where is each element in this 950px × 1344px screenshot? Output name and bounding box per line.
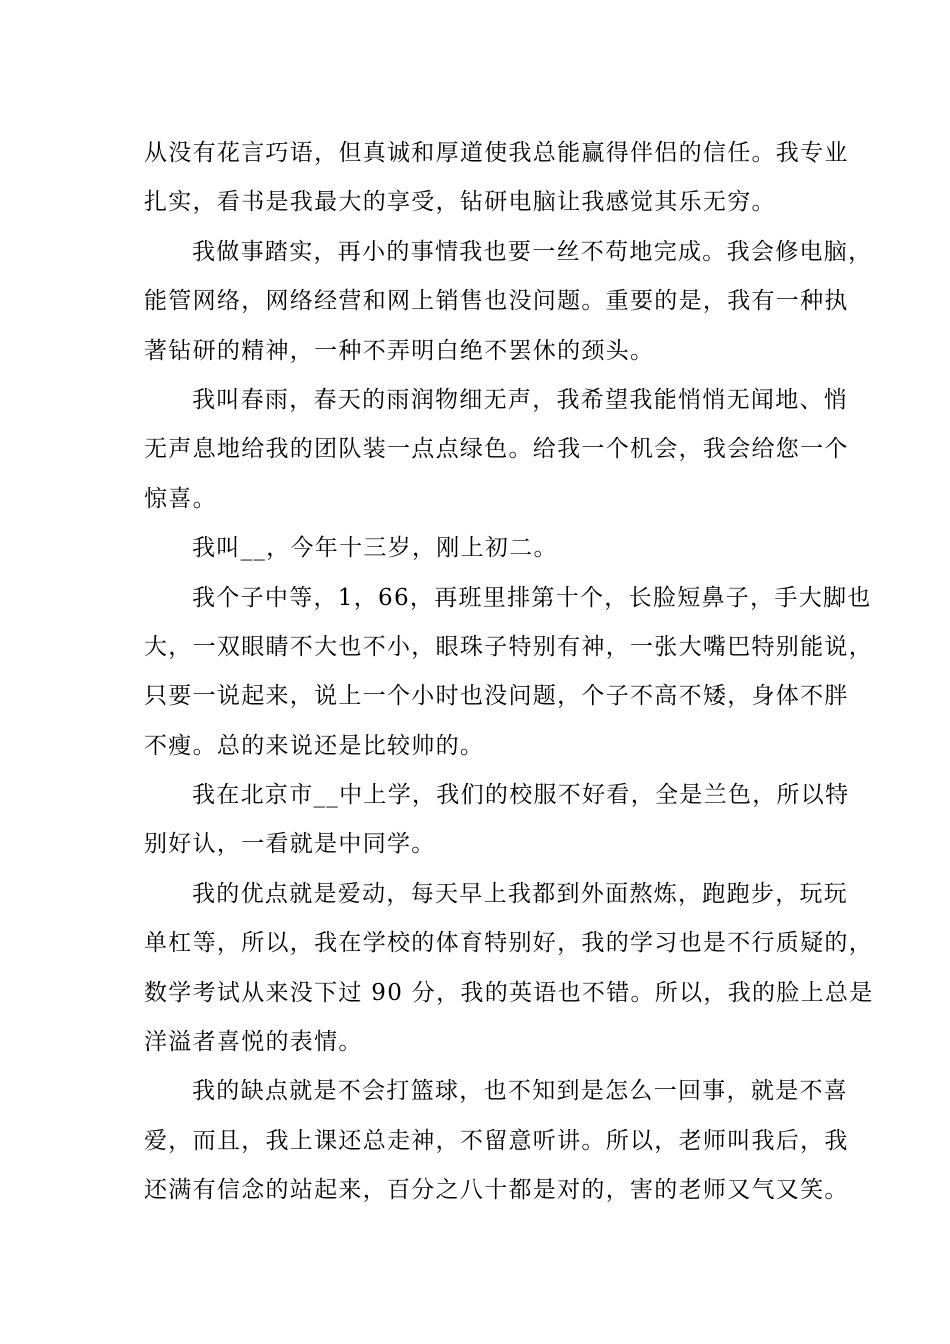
document-body bbox=[144, 129, 874, 1216]
text-line: 我的优点就是爱动，每天早上我都到外面熬炼，跑跑步，玩玩 bbox=[192, 880, 849, 907]
text-line: 大，一双眼睛不大也不小，眼珠子特别有神，一张大嘴巴特别能说， bbox=[144, 633, 873, 660]
paragraph-8 bbox=[144, 1067, 849, 1215]
paragraph-4 bbox=[144, 524, 834, 573]
text-line: 不瘦。总的来说还是比较帅的。 bbox=[144, 732, 485, 759]
text-line: 著钻研的精神，一种不弄明白绝不罢休的颈头。 bbox=[144, 337, 655, 364]
paragraph-1 bbox=[144, 129, 849, 228]
paragraph-2 bbox=[144, 228, 873, 376]
paragraph-7 bbox=[144, 870, 874, 1068]
text-line: 我的缺点就是不会打篮球，也不知到是怎么一回事，就是不喜 bbox=[192, 1078, 849, 1105]
paragraph-6 bbox=[144, 771, 850, 870]
text-line: 我叫__，今年十三岁，刚上初二。 bbox=[192, 535, 558, 562]
text-line: 还满有信念的站起来，百分之八十都是对的，害的老师又气又笑。 bbox=[144, 1177, 849, 1204]
text-line: 只要一说起来，说上一个小时也没问题，个子不高不矮，身体不胖 bbox=[144, 683, 849, 710]
text-line: 能管网络，网络经营和网上销售也没问题。重要的是，我有一种执 bbox=[144, 288, 849, 315]
paragraph-3 bbox=[144, 376, 849, 524]
text-line: 我做事踏实，再小的事情我也要一丝不苟地完成。我会修电脑， bbox=[192, 238, 873, 265]
text-line: 我叫春雨，春天的雨润物细无声，我希望我能悄悄无闻地、悄 bbox=[192, 386, 849, 413]
text-line: 扎实，看书是我最大的享受，钻研电脑让我感觉其乐无穷。 bbox=[144, 189, 776, 216]
text-line: 我个子中等，1，66，再班里排第十个，长脸短鼻子，手大脚也 bbox=[192, 584, 872, 611]
text-line: 别好认，一看就是中同学。 bbox=[144, 831, 436, 858]
text-line: 单杠等，所以，我在学校的体育特别好，我的学习也是不行质疑的， bbox=[144, 930, 873, 957]
text-line: 从没有花言巧语，但真诚和厚道使我总能赢得伴侣的信任。我专业 bbox=[144, 140, 849, 166]
text-line: 惊喜。 bbox=[144, 485, 217, 512]
text-line: 爱，而且，我上课还总走神，不留意听讲。所以，老师叫我后，我 bbox=[144, 1127, 849, 1154]
paragraph-5 bbox=[144, 574, 873, 772]
text-line: 我在北京市__中上学，我们的校服不好看，全是兰色，所以特 bbox=[192, 782, 850, 809]
text-line: 数学考试从来没下过 90 分，我的英语也不错。所以，我的脸上总是 bbox=[144, 979, 874, 1006]
text-line: 无声息地给我的团队装一点点绿色。给我一个机会，我会给您一个 bbox=[144, 436, 849, 463]
text-line: 洋溢者喜悦的表情。 bbox=[144, 1029, 363, 1056]
